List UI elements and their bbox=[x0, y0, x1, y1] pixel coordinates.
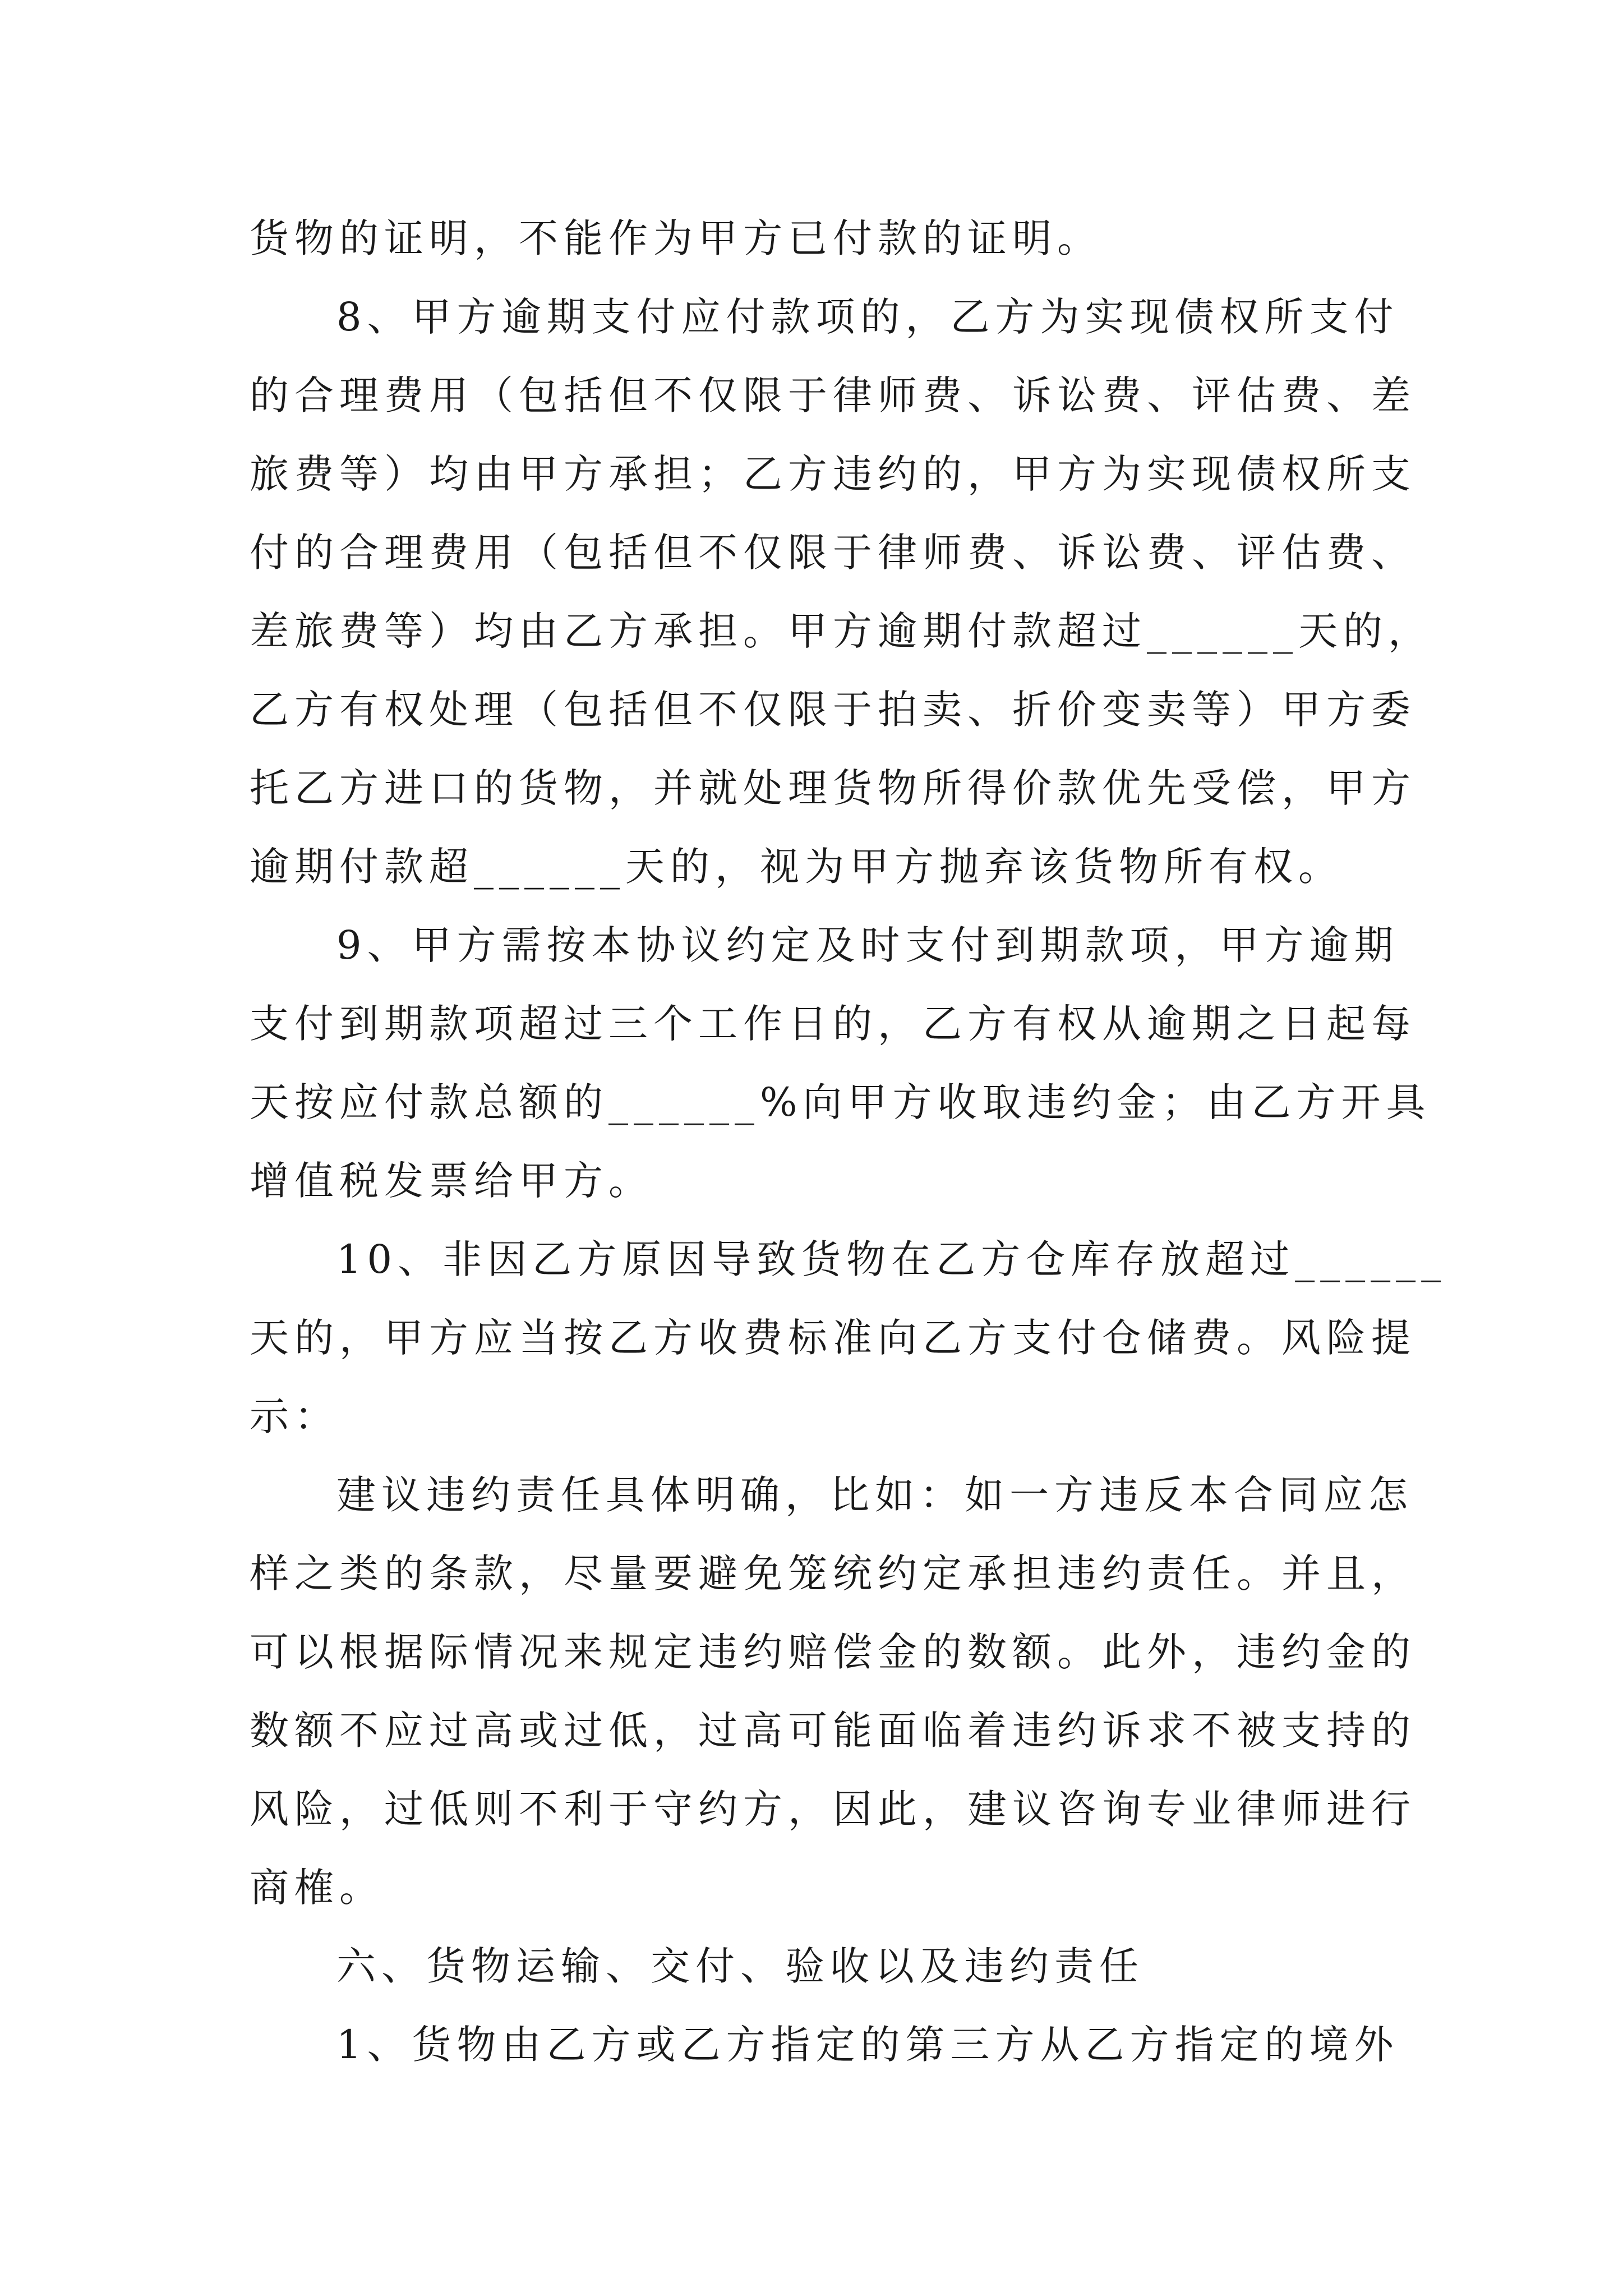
text-line bbox=[0, 440, 1623, 508]
text-line bbox=[0, 1304, 1623, 1372]
line-text: 示： bbox=[250, 1393, 339, 1439]
text-line bbox=[0, 519, 1623, 586]
text-line bbox=[0, 1069, 1623, 1136]
line-text: 天的，甲方应当按乙方收费标准向乙方支付仓储费。风险提 bbox=[250, 1315, 1416, 1361]
text-line bbox=[0, 754, 1623, 822]
text-line bbox=[0, 912, 1623, 979]
line-text: 样之类的条款，尽量要避免笼统约定承担违约责任。并且， bbox=[250, 1550, 1416, 1596]
line-text: 天按应付款总额的______%向甲方收取违约金；由乙方开具 bbox=[250, 1079, 1431, 1125]
line-text: 六、货物运输、交付、验收以及违约责任 bbox=[336, 1943, 1144, 1989]
text-line bbox=[0, 205, 1623, 272]
text-line bbox=[0, 283, 1623, 351]
text-line bbox=[0, 1461, 1623, 1529]
line-text: 的合理费用（包括但不仅限于律师费、诉讼费、评估费、差 bbox=[250, 372, 1416, 418]
line-text: 付的合理费用（包括但不仅限于律师费、诉讼费、评估费、 bbox=[250, 530, 1416, 576]
line-text: 10、非因乙方原因导致货物在乙方仓库存放超过______ bbox=[336, 1236, 1447, 1282]
text-line bbox=[0, 1147, 1623, 1214]
line-text: 差旅费等）均由乙方承担。甲方逾期付款超过______天的， bbox=[250, 608, 1433, 654]
line-text: 可以根据际情况来规定违约赔偿金的数额。此外，违约金的 bbox=[250, 1629, 1416, 1675]
line-text: 支付到期款项超过三个工作日的，乙方有权从逾期之日起每 bbox=[250, 1001, 1416, 1047]
text-line bbox=[0, 1854, 1623, 1921]
line-text: 风险，过低则不利于守约方，因此，建议咨询专业律师进行 bbox=[250, 1786, 1416, 1832]
line-text: 8、甲方逾期支付应付款项的，乙方为实现债权所支付 bbox=[336, 294, 1399, 340]
text-line bbox=[0, 597, 1623, 665]
text-line bbox=[0, 2011, 1623, 2078]
line-text: 乙方有权处理（包括但不仅限于拍卖、折价变卖等）甲方委 bbox=[250, 687, 1416, 733]
text-line bbox=[0, 990, 1623, 1057]
text-line bbox=[0, 833, 1623, 900]
text-line bbox=[0, 1618, 1623, 1686]
text-line bbox=[0, 676, 1623, 743]
line-text: 货物的证明，不能作为甲方已付款的证明。 bbox=[250, 215, 1102, 261]
line-text: 数额不应过高或过低，过高可能面临着违约诉求不被支持的 bbox=[250, 1708, 1416, 1754]
text-line bbox=[0, 1226, 1623, 1293]
line-text: 1、货物由乙方或乙方指定的第三方从乙方指定的境外 bbox=[336, 2022, 1399, 2068]
line-text: 商榷。 bbox=[250, 1865, 384, 1911]
text-line bbox=[0, 1540, 1623, 1607]
text-line bbox=[0, 362, 1623, 429]
line-text: 9、甲方需按本协议约定及时支付到期款项，甲方逾期 bbox=[336, 922, 1399, 968]
line-text: 托乙方进口的货物，并就处理货物所得价款优先受偿，甲方 bbox=[250, 765, 1416, 811]
line-text: 逾期付款超______天的，视为甲方抛弃该货物所有权。 bbox=[250, 844, 1343, 890]
text-line bbox=[0, 1383, 1623, 1450]
text-line bbox=[0, 1775, 1623, 1843]
section-heading bbox=[0, 1932, 1623, 2000]
line-text: 旅费等）均由甲方承担；乙方违约的，甲方为实现债权所支 bbox=[250, 451, 1416, 497]
line-text: 建议违约责任具体明确，比如：如一方违反本合同应怎 bbox=[336, 1472, 1413, 1518]
line-text: 增值税发票给甲方。 bbox=[250, 1158, 653, 1204]
text-line bbox=[0, 1697, 1623, 1764]
